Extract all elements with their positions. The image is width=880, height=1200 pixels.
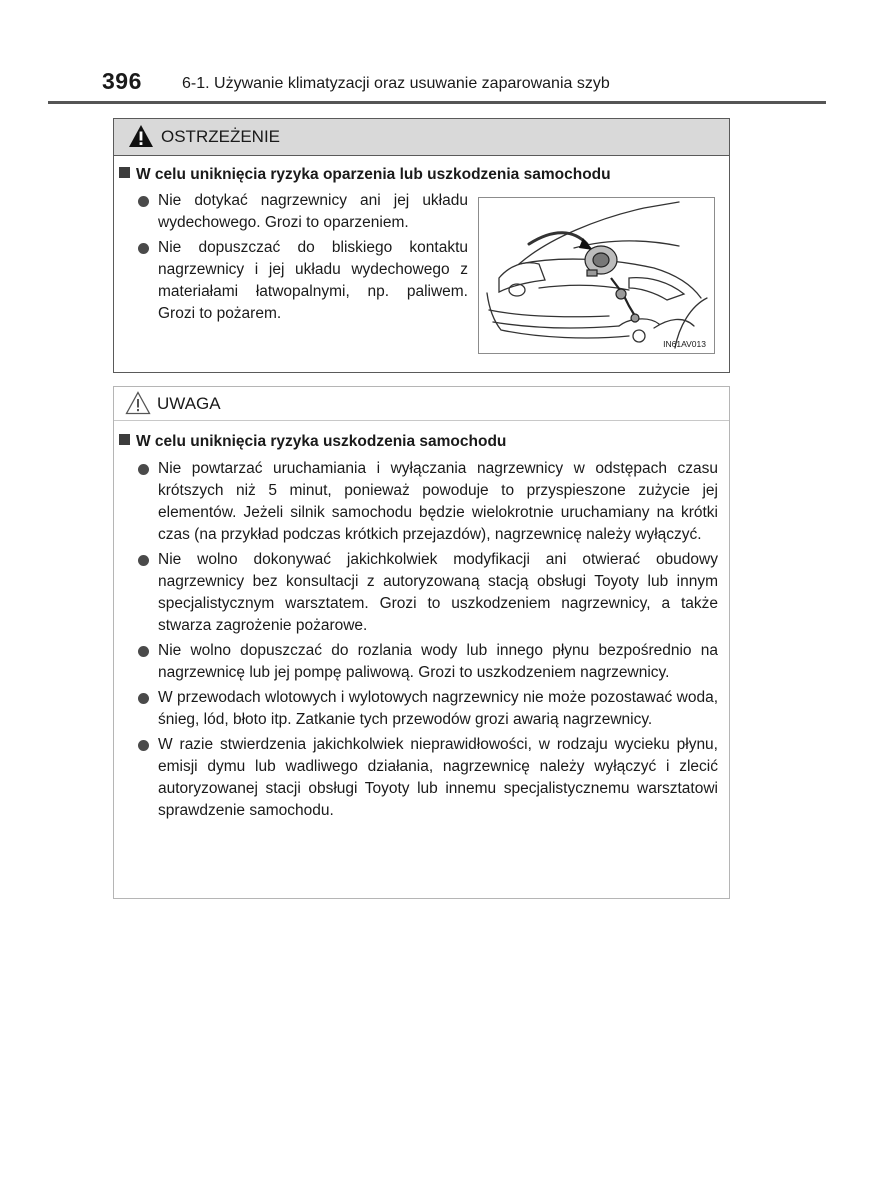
- warning-triangle-outline-icon: [125, 391, 151, 415]
- warning-section-heading-text: W celu uniknięcia ryzyka oparzenia lub uszkodzenia samochodu: [136, 166, 611, 183]
- list-item: W przewodach wlotowych i wylotowych nagrzewnicy nie może pozostawać woda, śnieg, lód, błoto itp. Zatkanie tych przewodów grozi awarią nagrzewnicy.: [138, 687, 718, 731]
- square-bullet-icon: [119, 167, 130, 178]
- list-item: Nie wolno dopuszczać do rozlania wody lub innego płynu bezpośrednio na nagrzewnicę lub jej pompę paliwową. Grozi to uszkodzeniem nagrzewnicy.: [138, 640, 718, 684]
- list-item: Nie dopuszczać do bliskiego kontaktu nagrzewnicy i jej układu wydechowego z materiałami łatwopalnymi, np. paliwem. Grozi to pożarem.: [138, 237, 468, 325]
- page-header: [48, 68, 826, 104]
- figure-code: IN61AV013: [663, 339, 706, 349]
- warning-section-heading: [119, 166, 611, 184]
- heater-illustration: [478, 197, 715, 354]
- caution-title-bar: [114, 387, 729, 421]
- warning-list: [138, 190, 468, 328]
- warning-title: OSTRZEŻENIE: [161, 127, 281, 146]
- warning-title-bar: [114, 119, 729, 156]
- square-bullet-icon: [119, 434, 130, 445]
- header-rule: [48, 101, 826, 104]
- caution-box: [113, 386, 730, 899]
- caution-title: UWAGA: [157, 394, 221, 413]
- list-item: Nie wolno dokonywać jakichkolwiek modyfikacji ani otwierać obudowy nagrzewnicy bez konsultacji z autoryzowaną stacją obsługi Toyoty lub innym specjalistycznym warsztatem. Grozi to uszkodzeniem nagrzewnicy, a także stwarza zagrożenie pożarowe.: [138, 549, 718, 637]
- caution-list: [138, 458, 718, 825]
- caution-section-heading: [119, 433, 506, 451]
- warning-box: [113, 118, 730, 373]
- list-item: W razie stwierdzenia jakichkolwiek nieprawidłowości, w rodzaju wycieku płynu, emisji dymu lub wadliwego działania, nagrzewnicę należy wyłączyć i zlecić autoryzowanej stacji obsługi Toyoty lub innemu specjalistycznemu warsztatowi sprawdzenie samochodu.: [138, 734, 718, 822]
- list-item: Nie powtarzać uruchamiania i wyłączania nagrzewnicy w odstępach czasu krótszych niż 5 minut, ponieważ powoduje to przyspieszone zużycie jej elementów. Jeżeli silnik samochodu będzie wielokrotnie uruchamiany na krótki czas (na przykład podczas krótkich przejazdów), nagrzewnicę należy wyłączyć.: [138, 458, 718, 546]
- list-item: Nie dotykać nagrzewnicy ani jej układu wydechowego. Grozi to oparzeniem.: [138, 190, 468, 234]
- chapter-title: 6-1. Używanie klimatyzacji oraz usuwanie zaparowania szyb: [182, 75, 610, 92]
- caution-section-heading-text: W celu uniknięcia ryzyka uszkodzenia samochodu: [136, 433, 507, 450]
- warning-triangle-filled-icon: [128, 124, 154, 148]
- car-front-drawing: [479, 198, 714, 353]
- page-number: 396: [102, 68, 142, 94]
